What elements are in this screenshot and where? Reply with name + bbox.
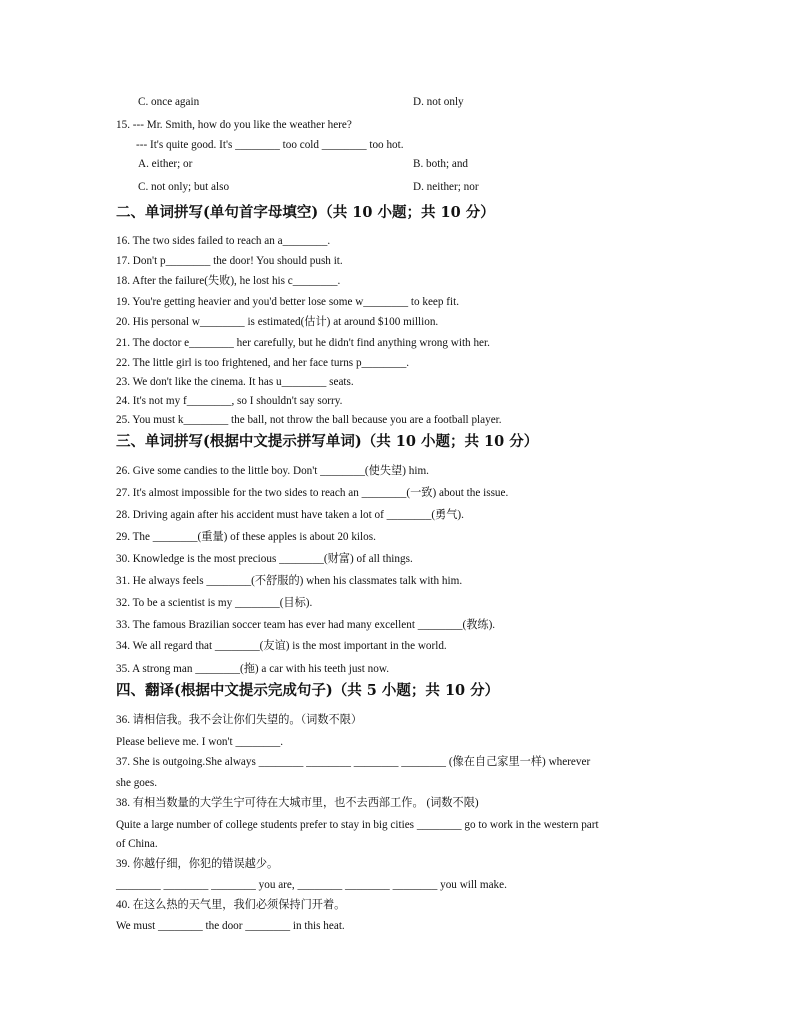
q15-option-b: B. both; and <box>413 158 469 170</box>
q15-option-d: D. neither; nor <box>413 181 479 193</box>
question-item: 23. We don't like the cinema. It has u________ seats. <box>116 376 354 388</box>
question-item: 24. It's not my f________, so I shouldn't say sorry. <box>116 395 343 407</box>
translation-prompt: 40. 在这么热的天气里，我们必须保持门开着。 <box>116 899 346 911</box>
q14-option-d: D. not only <box>413 96 464 108</box>
translation-prompt: 38. 有相当数量的大学生宁可待在大城市里，也不去西部工作。 (词数不限) <box>116 797 479 809</box>
translation-answer: We must ________ the door ________ in this heat. <box>116 920 345 932</box>
translation-prompt: 36. 请相信我。我不会让你们失望的。（词数不限） <box>116 714 363 726</box>
question-item: 18. After the failure(失败), he lost his c________. <box>116 275 341 287</box>
section-heading-3: 三、单词拼写(根据中文提示拼写单词)（共 10 小题；共 10 分） <box>116 433 539 450</box>
section-heading-2: 二、单词拼写(单句首字母填空)（共 10 小题；共 10 分） <box>116 204 495 221</box>
translation-prompt: 39. 你越仔细，你犯的错误越少。 <box>116 858 279 870</box>
question-item: 30. Knowledge is the most precious ________(财富) of all things. <box>116 553 413 565</box>
question-item: 34. We all regard that ________(友谊) is the most important in the world. <box>116 640 447 652</box>
question-item: 21. The doctor e________ her carefully, but he didn't find anything wrong with her. <box>116 337 490 349</box>
q15-option-a: A. either; or <box>138 158 193 170</box>
translation-answer: 37. She is outgoing.She always ________ ________ ________ ________ (像在自己家里一样) wherever <box>116 756 591 768</box>
question-item: 32. To be a scientist is my ________(目标). <box>116 597 313 609</box>
question-item: 16. The two sides failed to reach an a________. <box>116 235 331 247</box>
translation-answer: ________ ________ ________ you are, ________ ________ ________ you will make. <box>116 879 507 891</box>
question-item: 20. His personal w________ is estimated(估计) at around $100 million. <box>116 316 439 328</box>
question-item: 26. Give some candies to the little boy. Don't ________(使失望) him. <box>116 465 429 477</box>
q14-option-c: C. once again <box>138 96 200 108</box>
question-item: 35. A strong man ________(拖) a car with his teeth just now. <box>116 663 390 675</box>
translation-answer: of China. <box>116 838 158 850</box>
q15-stem: 15. --- Mr. Smith, how do you like the weather here? <box>116 119 352 131</box>
question-item: 27. It's almost impossible for the two sides to reach an ________(一致) about the issue. <box>116 487 509 499</box>
translation-answer: Please believe me. I won't ________. <box>116 736 283 748</box>
question-item: 19. You're getting heavier and you'd better lose some w________ to keep fit. <box>116 296 460 308</box>
question-item: 31. He always feels ________(不舒服的) when his classmates talk with him. <box>116 575 463 587</box>
question-item: 25. You must k________ the ball, not throw the ball because you are a football player. <box>116 414 502 426</box>
question-item: 33. The famous Brazilian soccer team has ever had many excellent ________(教练). <box>116 619 496 631</box>
section-heading-4: 四、翻译(根据中文提示完成句子)（共 5 小题；共 10 分） <box>116 682 500 699</box>
question-item: 17. Don't p________ the door! You should push it. <box>116 255 343 267</box>
translation-answer: Quite a large number of college students prefer to stay in big cities ________ go to work in the western part <box>116 819 599 831</box>
q15-option-c: C. not only; but also <box>138 181 230 193</box>
question-item: 29. The ________(重量) of these apples is about 20 kilos. <box>116 531 376 543</box>
question-item: 28. Driving again after his accident must have taken a lot of ________(勇气). <box>116 509 464 521</box>
q15-reply: --- It's quite good. It's ________ too cold ________ too hot. <box>136 139 404 151</box>
question-item: 22. The little girl is too frightened, and her face turns p________. <box>116 357 410 369</box>
translation-answer: she goes. <box>116 777 158 789</box>
